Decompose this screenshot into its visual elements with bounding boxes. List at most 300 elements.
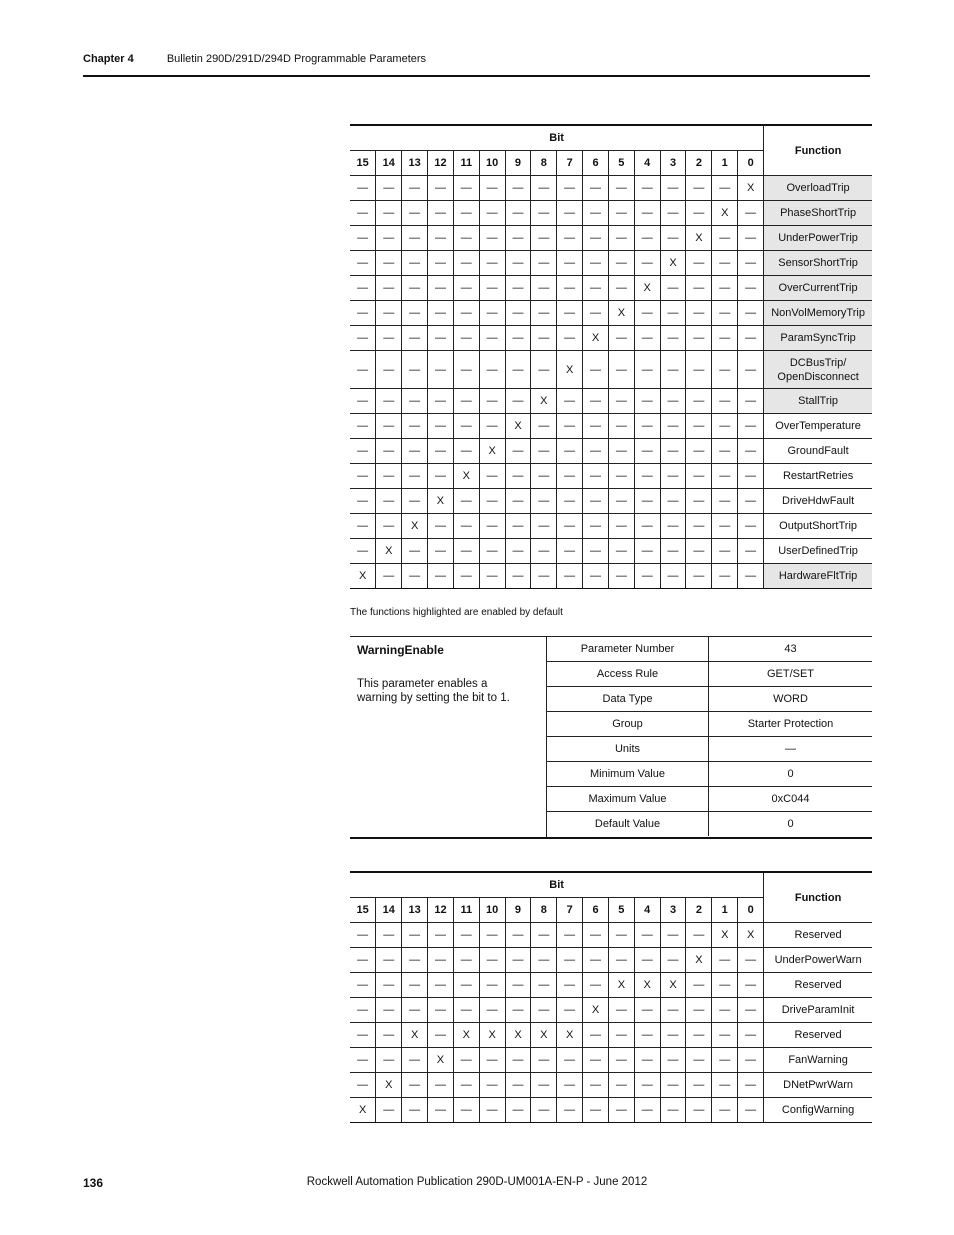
bit-unset-marker: —: [428, 1023, 454, 1048]
bit-unset-marker: —: [634, 514, 660, 539]
bit-unset-marker: —: [608, 1098, 634, 1123]
bit-unset-marker: —: [402, 998, 428, 1023]
bit-unset-marker: —: [660, 564, 686, 589]
bit-unset-marker: —: [686, 489, 712, 514]
bit-unset-marker: —: [583, 1048, 609, 1073]
bit-unset-marker: —: [686, 514, 712, 539]
bit-unset-marker: —: [660, 1048, 686, 1073]
bit-unset-marker: —: [479, 176, 505, 201]
bit-unset-marker: —: [557, 973, 583, 998]
property-label: Minimum Value: [547, 762, 709, 787]
table-row: [350, 923, 872, 948]
bit-unset-marker: —: [686, 1073, 712, 1098]
bit-unset-marker: —: [453, 176, 479, 201]
bit-unset-marker: —: [583, 251, 609, 276]
bit-unset-marker: —: [608, 414, 634, 439]
bit-unset-marker: —: [634, 176, 660, 201]
bit-unset-marker: —: [479, 326, 505, 351]
bit-unset-marker: —: [712, 539, 738, 564]
bit-unset-marker: —: [557, 389, 583, 414]
bit-unset-marker: —: [634, 351, 660, 389]
bit-unset-marker: —: [531, 201, 557, 226]
property-value: —: [709, 737, 873, 762]
bit-unset-marker: —: [686, 201, 712, 226]
bit-unset-marker: —: [479, 923, 505, 948]
bit-unset-marker: —: [505, 276, 531, 301]
bit-unset-marker: —: [428, 276, 454, 301]
bit-unset-marker: —: [738, 351, 764, 389]
table-row: [350, 414, 872, 439]
bit-unset-marker: —: [531, 226, 557, 251]
function-name: FanWarning: [764, 1048, 872, 1073]
bit-unset-marker: —: [376, 326, 402, 351]
bit-unset-marker: —: [479, 1098, 505, 1123]
property-label: Parameter Number: [547, 637, 709, 662]
property-value: 43: [709, 637, 873, 662]
bit-unset-marker: —: [479, 276, 505, 301]
bit-unset-marker: —: [531, 176, 557, 201]
property-row: [547, 737, 872, 762]
table-row: [350, 973, 872, 998]
bit-unset-marker: —: [453, 301, 479, 326]
bit-unset-marker: —: [376, 1048, 402, 1073]
bit-set-marker: X: [428, 1048, 454, 1073]
bit-unset-marker: —: [557, 326, 583, 351]
bit-unset-marker: —: [557, 564, 583, 589]
bit-unset-marker: —: [428, 998, 454, 1023]
bit-unset-marker: —: [712, 351, 738, 389]
bit-unset-marker: —: [634, 464, 660, 489]
bit-unset-marker: —: [376, 389, 402, 414]
bit-number: 11: [453, 151, 479, 176]
bit-unset-marker: —: [583, 301, 609, 326]
bit-set-marker: X: [712, 201, 738, 226]
bit-unset-marker: —: [531, 923, 557, 948]
bit-unset-marker: —: [608, 514, 634, 539]
bit-unset-marker: —: [608, 464, 634, 489]
parameter-name: WarningEnable: [357, 643, 444, 657]
table-row: [350, 1048, 872, 1073]
bit-unset-marker: —: [660, 489, 686, 514]
bit-set-marker: X: [660, 251, 686, 276]
bit-unset-marker: —: [583, 1073, 609, 1098]
bit-unset-marker: —: [402, 1098, 428, 1123]
function-name: PhaseShortTrip: [764, 201, 872, 226]
bit-unset-marker: —: [531, 251, 557, 276]
bit-set-marker: X: [686, 226, 712, 251]
bit-unset-marker: —: [376, 251, 402, 276]
bit-unset-marker: —: [583, 464, 609, 489]
bit-unset-marker: —: [402, 201, 428, 226]
bit-unset-marker: —: [712, 489, 738, 514]
bit-unset-marker: —: [453, 998, 479, 1023]
bit-unset-marker: —: [428, 1098, 454, 1123]
bit-unset-marker: —: [428, 414, 454, 439]
bit-unset-marker: —: [402, 351, 428, 389]
bit-unset-marker: —: [402, 389, 428, 414]
bit-unset-marker: —: [505, 973, 531, 998]
bit-unset-marker: —: [479, 998, 505, 1023]
bit-number: 10: [479, 151, 505, 176]
bit-unset-marker: —: [608, 176, 634, 201]
bit-unset-marker: —: [350, 251, 376, 276]
bit-unset-marker: —: [428, 514, 454, 539]
bit-unset-marker: —: [428, 439, 454, 464]
bit-number: 15: [350, 898, 376, 923]
bit-unset-marker: —: [712, 301, 738, 326]
property-label: Maximum Value: [547, 787, 709, 812]
table-row: [350, 176, 872, 201]
table-row: [350, 389, 872, 414]
table-row: [350, 439, 872, 464]
function-name: OutputShortTrip: [764, 514, 872, 539]
bit-set-marker: X: [738, 176, 764, 201]
property-label: Units: [547, 737, 709, 762]
parameter-block: [350, 636, 872, 839]
bit-number: 14: [376, 151, 402, 176]
bit-unset-marker: —: [453, 923, 479, 948]
bit-unset-marker: —: [686, 564, 712, 589]
property-row: [547, 712, 872, 737]
publication-footer: Rockwell Automation Publication 290D-UM001A-EN-P - June 2012: [306, 1176, 648, 1188]
bit-unset-marker: —: [660, 414, 686, 439]
bit-number: 11: [453, 898, 479, 923]
bit-unset-marker: —: [608, 564, 634, 589]
bit-unset-marker: —: [376, 973, 402, 998]
bit-unset-marker: —: [505, 439, 531, 464]
bit-unset-marker: —: [402, 251, 428, 276]
table-row: [350, 1098, 872, 1123]
bit-unset-marker: —: [608, 226, 634, 251]
bit-number: 0: [738, 898, 764, 923]
bit-unset-marker: —: [453, 201, 479, 226]
bit-set-marker: X: [376, 1073, 402, 1098]
bit-unset-marker: —: [686, 923, 712, 948]
bit-unset-marker: —: [686, 276, 712, 301]
bit-header: Bit: [350, 872, 764, 898]
bit-unset-marker: —: [505, 564, 531, 589]
bit-unset-marker: —: [738, 226, 764, 251]
function-name: Reserved: [764, 973, 872, 998]
bit-unset-marker: —: [479, 514, 505, 539]
bit-number: 13: [402, 151, 428, 176]
bit-unset-marker: —: [402, 1048, 428, 1073]
bit-unset-marker: —: [738, 201, 764, 226]
bit-unset-marker: —: [738, 464, 764, 489]
bit-number: 6: [583, 151, 609, 176]
bit-unset-marker: —: [686, 301, 712, 326]
bit-set-marker: X: [686, 948, 712, 973]
function-header: Function: [764, 125, 872, 176]
bit-unset-marker: —: [428, 973, 454, 998]
bit-unset-marker: —: [557, 514, 583, 539]
bit-unset-marker: —: [738, 1048, 764, 1073]
bit-unset-marker: —: [505, 301, 531, 326]
bit-unset-marker: —: [453, 1048, 479, 1073]
bit-unset-marker: —: [660, 176, 686, 201]
bit-unset-marker: —: [557, 998, 583, 1023]
bit-unset-marker: —: [350, 464, 376, 489]
table-row: [350, 326, 872, 351]
property-value: GET/SET: [709, 662, 873, 687]
bit-unset-marker: —: [350, 1073, 376, 1098]
bit-unset-marker: —: [350, 439, 376, 464]
function-name: ParamSyncTrip: [764, 326, 872, 351]
bit-number: 7: [557, 898, 583, 923]
function-name: RestartRetries: [764, 464, 872, 489]
bit-unset-marker: —: [376, 301, 402, 326]
bit-unset-marker: —: [557, 539, 583, 564]
bit-set-marker: X: [608, 973, 634, 998]
bit-unset-marker: —: [686, 539, 712, 564]
bit-unset-marker: —: [583, 948, 609, 973]
default-note: The functions highlighted are enabled by default: [350, 607, 563, 618]
function-name: DCBusTrip/ OpenDisconnect: [764, 351, 872, 389]
bit-number: 9: [505, 898, 531, 923]
bit-unset-marker: —: [376, 564, 402, 589]
bit-unset-marker: —: [712, 176, 738, 201]
bit-unset-marker: —: [660, 351, 686, 389]
bit-unset-marker: —: [453, 351, 479, 389]
bit-unset-marker: —: [608, 489, 634, 514]
bit-unset-marker: —: [350, 301, 376, 326]
bit-number: 6: [583, 898, 609, 923]
bit-unset-marker: —: [453, 326, 479, 351]
bit-unset-marker: —: [660, 1098, 686, 1123]
function-name: UserDefinedTrip: [764, 539, 872, 564]
bit-unset-marker: —: [350, 1023, 376, 1048]
bit-unset-marker: —: [686, 998, 712, 1023]
bit-unset-marker: —: [350, 998, 376, 1023]
bit-unset-marker: —: [660, 439, 686, 464]
bit-unset-marker: —: [428, 1073, 454, 1098]
bit-unset-marker: —: [712, 251, 738, 276]
function-name: DNetPwrWarn: [764, 1073, 872, 1098]
bit-unset-marker: —: [479, 564, 505, 589]
bit-unset-marker: —: [531, 464, 557, 489]
bit-unset-marker: —: [738, 973, 764, 998]
bit-unset-marker: —: [712, 439, 738, 464]
bit-unset-marker: —: [634, 439, 660, 464]
bit-number: 5: [608, 898, 634, 923]
bit-unset-marker: —: [660, 201, 686, 226]
bit-unset-marker: —: [350, 351, 376, 389]
bit-unset-marker: —: [583, 201, 609, 226]
bit-unset-marker: —: [712, 973, 738, 998]
bit-number: 15: [350, 151, 376, 176]
bit-unset-marker: —: [608, 539, 634, 564]
bit-unset-marker: —: [428, 539, 454, 564]
bit-unset-marker: —: [376, 351, 402, 389]
function-name: ConfigWarning: [764, 1098, 872, 1123]
bit-unset-marker: —: [531, 1048, 557, 1073]
bit-number: 10: [479, 898, 505, 923]
bit-unset-marker: —: [634, 564, 660, 589]
bit-number: 14: [376, 898, 402, 923]
bit-unset-marker: —: [686, 389, 712, 414]
bit-unset-marker: —: [738, 948, 764, 973]
property-row: [547, 812, 872, 837]
bit-number: 4: [634, 898, 660, 923]
bit-unset-marker: —: [608, 1023, 634, 1048]
bit-unset-marker: —: [712, 276, 738, 301]
bit-unset-marker: —: [557, 251, 583, 276]
bit-set-marker: X: [350, 1098, 376, 1123]
bit-number: 9: [505, 151, 531, 176]
bit-unset-marker: —: [634, 326, 660, 351]
bit-unset-marker: —: [712, 389, 738, 414]
bit-number: 7: [557, 151, 583, 176]
bit-unset-marker: —: [428, 464, 454, 489]
bit-unset-marker: —: [402, 326, 428, 351]
bit-unset-marker: —: [453, 276, 479, 301]
property-value: Starter Protection: [709, 712, 873, 737]
bit-unset-marker: —: [376, 201, 402, 226]
bit-unset-marker: —: [583, 539, 609, 564]
bit-unset-marker: —: [712, 998, 738, 1023]
bit-unset-marker: —: [376, 276, 402, 301]
bit-unset-marker: —: [350, 389, 376, 414]
bit-set-marker: X: [350, 564, 376, 589]
bit-unset-marker: —: [479, 1073, 505, 1098]
bit-unset-marker: —: [557, 464, 583, 489]
function-name: OverCurrentTrip: [764, 276, 872, 301]
bit-unset-marker: —: [634, 1073, 660, 1098]
bit-unset-marker: —: [738, 539, 764, 564]
bit-unset-marker: —: [453, 389, 479, 414]
bit-unset-marker: —: [634, 389, 660, 414]
bit-unset-marker: —: [402, 176, 428, 201]
bit-unset-marker: —: [376, 514, 402, 539]
bit-unset-marker: —: [531, 973, 557, 998]
bit-set-marker: X: [402, 1023, 428, 1048]
bit-unset-marker: —: [531, 564, 557, 589]
bit-unset-marker: —: [712, 1023, 738, 1048]
bit-unset-marker: —: [608, 439, 634, 464]
bit-unset-marker: —: [479, 414, 505, 439]
bit-unset-marker: —: [712, 514, 738, 539]
bit-unset-marker: —: [660, 464, 686, 489]
function-name: GroundFault: [764, 439, 872, 464]
bit-unset-marker: —: [531, 998, 557, 1023]
property-row: [547, 637, 872, 662]
bit-unset-marker: —: [453, 973, 479, 998]
bit-unset-marker: —: [505, 464, 531, 489]
bit-unset-marker: —: [505, 226, 531, 251]
bit-number: 3: [660, 898, 686, 923]
property-value: 0xC044: [709, 787, 873, 812]
bit-number: 2: [686, 151, 712, 176]
function-name: StallTrip: [764, 389, 872, 414]
bit-unset-marker: —: [608, 1073, 634, 1098]
bit-unset-marker: —: [583, 923, 609, 948]
property-value: 0: [787, 818, 794, 830]
bit-unset-marker: —: [531, 351, 557, 389]
bit-unset-marker: —: [557, 301, 583, 326]
bit-set-marker: X: [712, 923, 738, 948]
bit-unset-marker: —: [660, 539, 686, 564]
table-row: [350, 201, 872, 226]
bit-unset-marker: —: [634, 226, 660, 251]
bit-number: 13: [402, 898, 428, 923]
bit-unset-marker: —: [402, 439, 428, 464]
bit-unset-marker: —: [376, 414, 402, 439]
bit-unset-marker: —: [350, 226, 376, 251]
table-row: [350, 351, 872, 389]
property-label: Default Value: [547, 812, 709, 837]
bit-set-marker: X: [738, 923, 764, 948]
bit-unset-marker: —: [686, 251, 712, 276]
chapter-label: Chapter 4: [83, 53, 134, 65]
bit-unset-marker: —: [402, 414, 428, 439]
bit-unset-marker: —: [350, 489, 376, 514]
bit-unset-marker: —: [505, 389, 531, 414]
bit-unset-marker: —: [608, 351, 634, 389]
bit-unset-marker: —: [583, 176, 609, 201]
bit-unset-marker: —: [583, 276, 609, 301]
table-row: [350, 301, 872, 326]
bit-set-marker: X: [608, 301, 634, 326]
bit-unset-marker: —: [738, 251, 764, 276]
bit-unset-marker: —: [583, 226, 609, 251]
bit-unset-marker: —: [350, 923, 376, 948]
bit-unset-marker: —: [686, 464, 712, 489]
table-row: [350, 514, 872, 539]
bit-unset-marker: —: [634, 301, 660, 326]
bit-unset-marker: —: [738, 1023, 764, 1048]
bit-unset-marker: —: [479, 489, 505, 514]
bit-unset-marker: —: [660, 1023, 686, 1048]
table-row: [350, 489, 872, 514]
bit-unset-marker: —: [531, 301, 557, 326]
bit-unset-marker: —: [660, 948, 686, 973]
bit-unset-marker: —: [712, 564, 738, 589]
page-number: 136: [83, 1176, 104, 1190]
function-name: NonVolMemoryTrip: [764, 301, 872, 326]
table-row: [350, 464, 872, 489]
bit-unset-marker: —: [738, 564, 764, 589]
bit-unset-marker: —: [531, 414, 557, 439]
bit-unset-marker: —: [350, 514, 376, 539]
bit-unset-marker: —: [428, 301, 454, 326]
bit-unset-marker: —: [660, 1073, 686, 1098]
bit-unset-marker: —: [634, 1048, 660, 1073]
bit-unset-marker: —: [608, 948, 634, 973]
bit-unset-marker: —: [505, 251, 531, 276]
bit-set-marker: X: [479, 439, 505, 464]
bit-set-marker: X: [402, 514, 428, 539]
bit-unset-marker: —: [428, 948, 454, 973]
function-name: DriveParamInit: [764, 998, 872, 1023]
bit-unset-marker: —: [453, 1073, 479, 1098]
bit-unset-marker: —: [479, 389, 505, 414]
bit-unset-marker: —: [660, 923, 686, 948]
bit-set-marker: X: [583, 998, 609, 1023]
bit-unset-marker: —: [402, 276, 428, 301]
bit-unset-marker: —: [402, 539, 428, 564]
function-name: UnderPowerWarn: [764, 948, 872, 973]
bit-unset-marker: —: [505, 326, 531, 351]
function-name: SensorShortTrip: [764, 251, 872, 276]
bit-unset-marker: —: [557, 1073, 583, 1098]
bit-unset-marker: —: [583, 389, 609, 414]
bit-unset-marker: —: [738, 276, 764, 301]
bit-unset-marker: —: [738, 389, 764, 414]
bit-unset-marker: —: [686, 414, 712, 439]
bit-unset-marker: —: [479, 539, 505, 564]
bit-unset-marker: —: [686, 1023, 712, 1048]
bit-unset-marker: —: [557, 489, 583, 514]
